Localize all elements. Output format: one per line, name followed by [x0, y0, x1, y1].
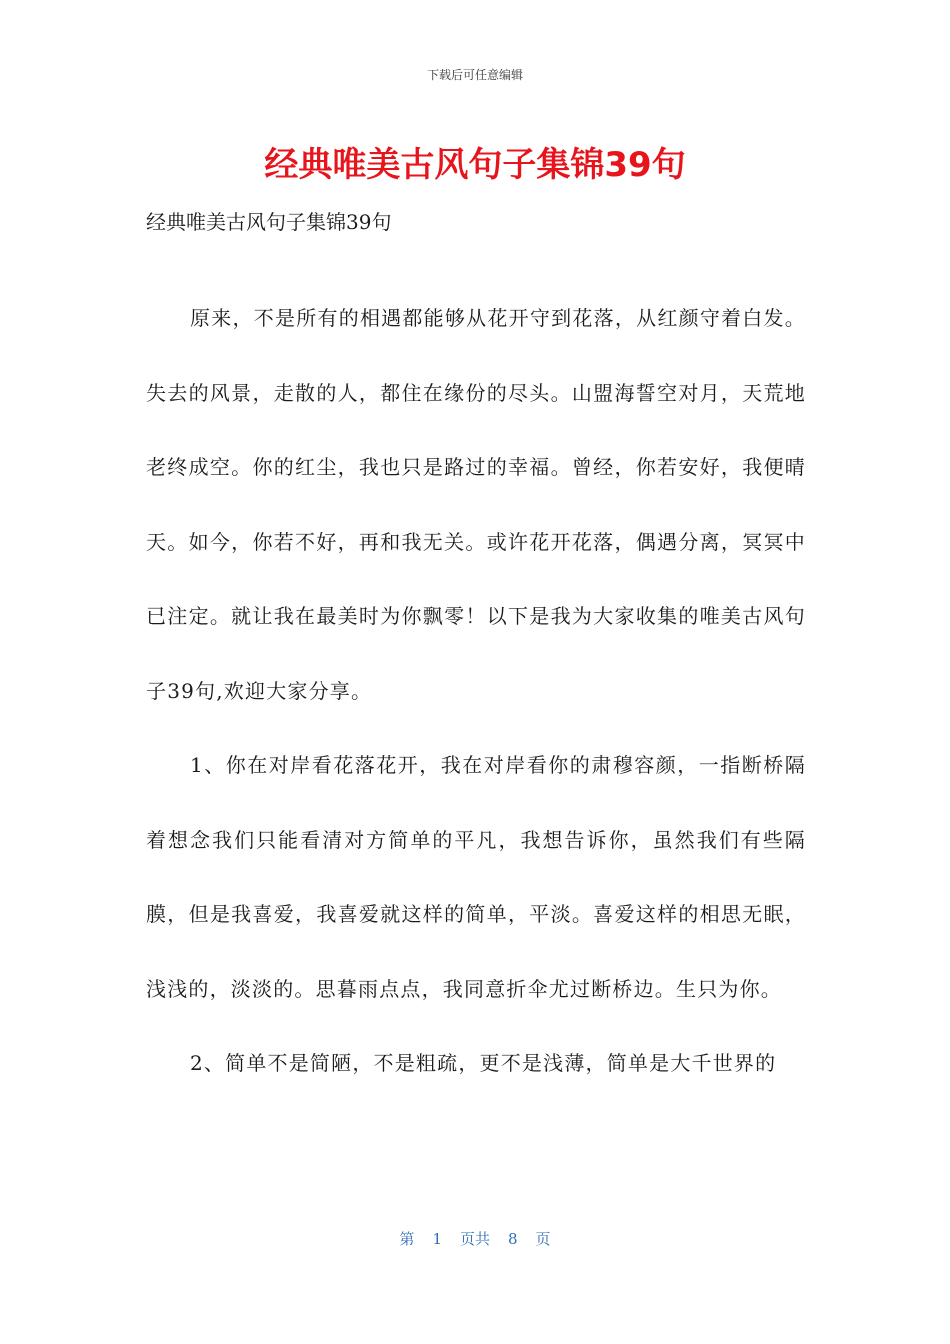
- footer-page-label: 第: [399, 1230, 415, 1248]
- sentence-paragraph-1: 1、你在对岸看花落花开，我在对岸看你的肃穆容颜，一指断桥隔着想念我们只能看清对方简单的平凡，我想告诉你，虽然我们有些隔膜，但是我喜爱，我喜爱就这样的简单，平淡。喜爱这样的相思无眠，浅浅的，淡淡的。思暮雨点点，我同意折伞尤过断桥边。生只为你。: [146, 753, 806, 1001]
- sentence-paragraph-2: 2、简单不是简陋，不是粗疏，更不是浅薄，简单是大千世界的: [190, 1051, 777, 1075]
- footer-total-label: 页共: [459, 1230, 490, 1248]
- footer-page-number: 1: [432, 1230, 442, 1248]
- footer-page-suffix: 页: [535, 1230, 551, 1248]
- intro-paragraph: 原来，不是所有的相遇都能够从花开守到花落，从红颜守着白发。失去的风景，走散的人，都住在缘份的尽头。山盟海誓空对月，天荒地老终成空。你的红尘，我也只是路过的幸福。曾经，你若安好，我便晴天。如今，你若不好，再和我无关。或许花开花落，偶遇分离，冥冥中已注定。就让我在最美时为你飘零！以下是我为大家收集的唯美古风句子39句,欢迎大家分享。: [146, 306, 806, 703]
- page-footer: [0, 1228, 950, 1249]
- document-title: 经典唯美古风句子集锦39句: [264, 145, 686, 185]
- document-subtitle: 经典唯美古风句子集锦39句: [146, 210, 392, 234]
- document-body: [146, 281, 806, 1101]
- footer-total-pages: 8: [508, 1230, 518, 1248]
- header-note: 下载后可任意编辑: [426, 68, 523, 82]
